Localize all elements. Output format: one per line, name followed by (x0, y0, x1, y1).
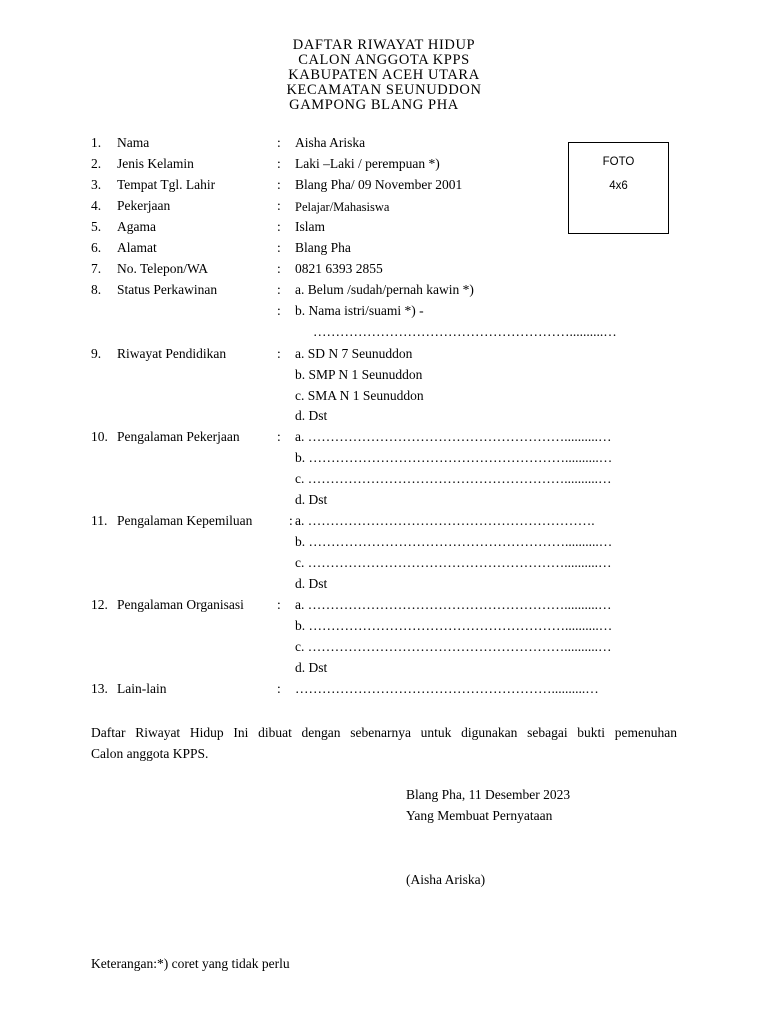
field-label: Pengalaman Kepemiluan (117, 513, 253, 528)
field-colon: : (277, 261, 281, 276)
list-item: d. Dst (295, 576, 328, 591)
list-item: d. Dst (295, 408, 328, 423)
field-label: Status Perkawinan (117, 282, 218, 297)
field-colon: : (277, 177, 281, 192)
header-line-4: KECAMATAN SEUNUDDON (286, 82, 482, 98)
field-colon: : (277, 303, 281, 318)
header-line-5: GAMPONG BLANG PHA (289, 97, 459, 113)
field-colon: : (277, 156, 281, 171)
field-value-address: Blang Pha (295, 240, 351, 255)
field-colon: : (277, 597, 281, 612)
field-colon: : (289, 513, 293, 528)
list-item: c. SMA N 1 Seunuddon (295, 388, 424, 403)
list-item: c. …………………………………………………..........… (295, 555, 612, 570)
signature-role: Yang Membuat Pernyataan (406, 808, 553, 823)
field-number: 11. (91, 513, 108, 528)
field-label: Lain-lain (117, 681, 167, 696)
field-value-gender: Laki –Laki / perempuan *) (295, 156, 440, 171)
field-value-marital-b: b. Nama istri/suami *) - (295, 303, 424, 318)
header-line-1: DAFTAR RIWAYAT HIDUP (292, 37, 476, 53)
field-label: Pengalaman Pekerjaan (117, 429, 240, 444)
statement-line-1: Daftar Riwayat Hidup Ini dibuat dengan sebenarnya untuk digunakan sebagai bukti pemenuhan (91, 725, 677, 740)
field-colon: : (277, 135, 281, 150)
field-colon: : (277, 681, 281, 696)
field-colon: : (277, 346, 281, 361)
list-item: a. SD N 7 Seunuddon (295, 346, 413, 361)
list-item: a. …………………………………………………..........… (295, 429, 612, 444)
dotted-line: …………………………………………………..........… (295, 681, 599, 696)
photo-size: 4x6 (609, 180, 628, 192)
field-number: 13. (91, 681, 108, 696)
field-colon: : (277, 429, 281, 444)
field-label: Pengalaman Organisasi (117, 597, 244, 612)
list-item: b. …………………………………………………..........… (295, 534, 613, 549)
field-label: Tempat Tgl. Lahir (117, 177, 216, 192)
field-number: 9. (91, 346, 102, 361)
field-number: 5. (91, 219, 102, 234)
field-label: Pekerjaan (117, 198, 171, 213)
list-item: a. …………………………………………………..........… (295, 597, 612, 612)
field-colon: : (277, 198, 281, 213)
field-value-name: Aisha Ariska (295, 135, 366, 150)
photo-box (568, 142, 669, 234)
footnote: Keterangan:*) coret yang tidak perlu (91, 956, 290, 971)
list-item: b. …………………………………………………..........… (295, 450, 613, 465)
signature-place-date: Blang Pha, 11 Desember 2023 (406, 787, 571, 802)
photo-label: FOTO (602, 156, 635, 168)
field-number: 12. (91, 597, 108, 612)
field-number: 3. (91, 177, 102, 192)
field-value-birth: Blang Pha/ 09 November 2001 (295, 177, 463, 192)
field-label: Nama (117, 135, 150, 150)
list-item: d. Dst (295, 492, 328, 507)
dotted-line: …………………………………………………..........… (313, 324, 617, 339)
field-number: 4. (91, 198, 102, 213)
field-value-phone: 0821 6393 2855 (295, 261, 383, 276)
field-number: 2. (91, 156, 102, 171)
field-colon: : (277, 240, 281, 255)
header-line-3: KABUPATEN ACEH UTARA (288, 67, 480, 83)
field-label: Jenis Kelamin (117, 156, 194, 171)
list-item: c. …………………………………………………..........… (295, 471, 612, 486)
list-item: d. Dst (295, 660, 328, 675)
field-value-religion: Islam (295, 219, 325, 234)
field-number: 8. (91, 282, 102, 297)
field-label: Alamat (117, 240, 157, 255)
signature-name: (Aisha Ariska) (406, 872, 486, 887)
field-value-occupation: Pelajar/Mahasiswa (295, 200, 390, 214)
field-label: No. Telepon/WA (117, 261, 209, 276)
field-number: 1. (91, 135, 102, 150)
field-label: Riwayat Pendidikan (117, 346, 227, 361)
field-colon: : (277, 219, 281, 234)
statement-line-2: Calon anggota KPPS. (91, 746, 209, 761)
list-item: c. …………………………………………………..........… (295, 639, 612, 654)
field-colon: : (277, 282, 281, 297)
field-label: Agama (117, 219, 156, 234)
field-value-marital-a: a. Belum /sudah/pernah kawin *) (295, 282, 474, 297)
field-number: 6. (91, 240, 102, 255)
list-item: b. …………………………………………………..........… (295, 618, 613, 633)
field-number: 10. (91, 429, 108, 444)
list-item: a. ………………………………………………………. (295, 513, 595, 528)
field-number: 7. (91, 261, 102, 276)
list-item: b. SMP N 1 Seunuddon (295, 367, 423, 382)
header-line-2: CALON ANGGOTA KPPS (298, 52, 470, 68)
